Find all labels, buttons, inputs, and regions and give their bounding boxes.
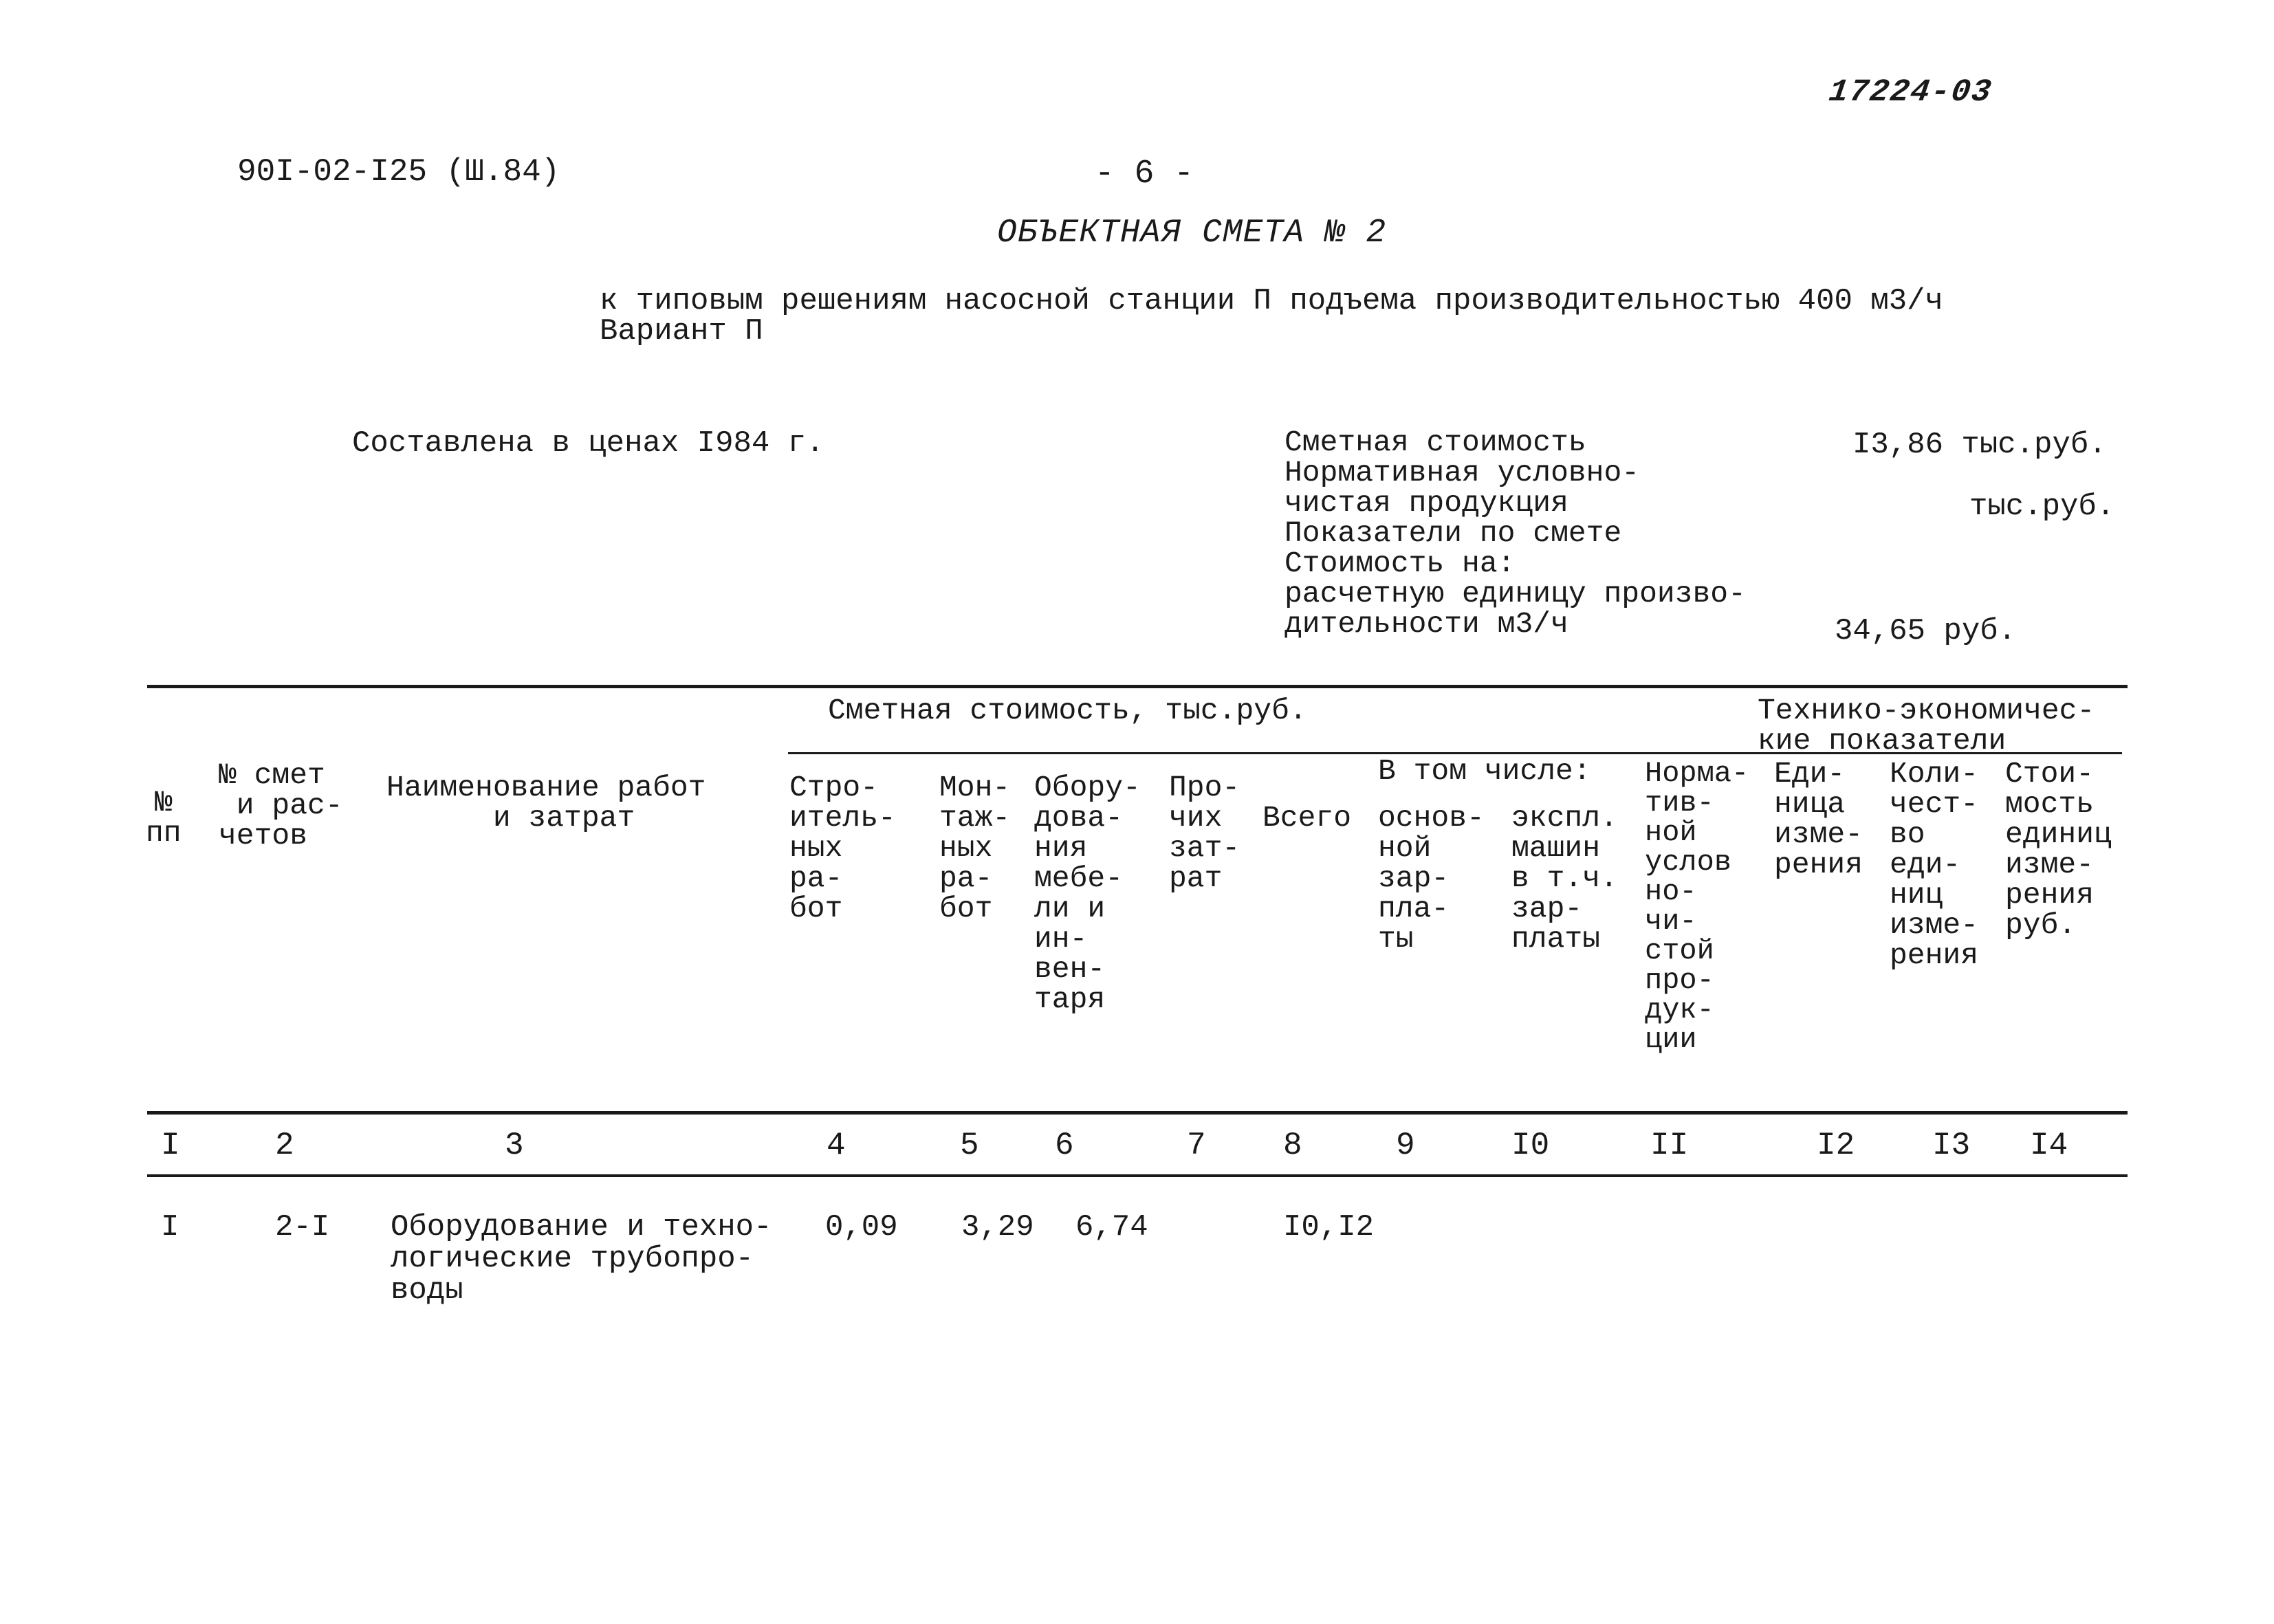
column-number: 2 xyxy=(275,1128,294,1163)
col-header-other: Про- чих зат- рат xyxy=(1169,771,1240,895)
tech-indicators-header: Технико-экономичес- кие показатели xyxy=(1758,694,2095,758)
cost-group-header: Сметная стоимость, тыс.руб. xyxy=(828,694,1307,727)
row-equipment-cost: 6,74 xyxy=(1075,1210,1148,1244)
column-number: 7 xyxy=(1187,1128,1206,1163)
column-number: I4 xyxy=(2030,1128,2068,1163)
indicator-label: Сметная стоимость xyxy=(1284,426,1586,459)
table-top-rule xyxy=(147,685,2128,688)
col-header-unit: Еди- ница изме- рения xyxy=(1774,757,1863,881)
column-number: 5 xyxy=(960,1128,979,1163)
indicator-label: дительности м3/ч xyxy=(1284,607,1568,641)
estimate-title: ОБЪЕКТНАЯ СМЕТА № 2 xyxy=(997,215,1387,252)
estimated-cost-value: I3,86 тыс.руб. xyxy=(1852,428,2107,462)
col-header-equipment: Обору- дова- ния мебе- ли и ин- вен- таря xyxy=(1034,771,1141,1016)
column-number: I xyxy=(161,1128,180,1163)
row-installation-cost: 3,29 xyxy=(961,1210,1034,1244)
col-header-base-salary: основ- ной зар- пла- ты xyxy=(1378,801,1485,956)
col-header-estimate-no: № смет и рас- четов xyxy=(219,758,343,853)
col-header-name: Наименование работ и затрат xyxy=(386,771,706,835)
col-header-quantity: Коли- чест- во еди- ниц изме- рения xyxy=(1890,757,1979,972)
column-numbers-rule xyxy=(147,1174,2128,1177)
indicator-label: расчетную единицу произво- xyxy=(1284,577,1746,611)
indicator-label: Нормативная условно- xyxy=(1284,456,1640,490)
column-number: 4 xyxy=(827,1128,846,1163)
indicators-labels xyxy=(1284,428,1746,639)
col-header-net-product: Норма- тив- ной услов но- чи- стой про- дук- ции xyxy=(1645,757,1749,1056)
col-header-no: № пп xyxy=(146,786,182,850)
document-code: 90I-02-I25 (Ш.84) xyxy=(237,154,560,190)
row-work-name: Оборудование и техно- логические трубопро- воды xyxy=(391,1210,772,1308)
col-header-unit-cost: Стои- мость единиц изме- рения руб. xyxy=(2005,757,2112,942)
column-number: II xyxy=(1650,1128,1689,1163)
row-total-cost: I0,I2 xyxy=(1283,1210,1375,1244)
col-header-machines: экспл. машин в т.ч. зар- платы xyxy=(1511,801,1618,956)
row-number: I xyxy=(161,1210,179,1244)
including-header: В том числе: xyxy=(1378,754,1591,788)
header-bottom-rule xyxy=(147,1111,2128,1115)
column-number: I3 xyxy=(1932,1128,1971,1163)
col-header-installation: Мон- таж- ных ра- бот xyxy=(939,771,1011,925)
column-number: 6 xyxy=(1055,1128,1074,1163)
page-number: - 6 - xyxy=(1095,155,1194,193)
column-number: I0 xyxy=(1511,1128,1550,1163)
col-header-total: Всего xyxy=(1262,801,1352,835)
column-number: 9 xyxy=(1396,1128,1415,1163)
cost-group-rule xyxy=(788,752,1806,754)
row-estimate-number: 2-I xyxy=(275,1210,330,1244)
indicator-label: Показатели по смете xyxy=(1284,516,1622,550)
row-construction-cost: 0,09 xyxy=(825,1210,898,1244)
net-product-value: тыс.руб. xyxy=(1969,490,2115,524)
estimate-subtitle-line1: к типовым решениям насосной станции П подъема производительностью 400 м3/ч xyxy=(600,284,1943,318)
indicator-label: чистая продукция xyxy=(1284,486,1568,520)
estimate-subtitle-line2: Вариант П xyxy=(600,314,763,349)
column-number: 8 xyxy=(1283,1128,1302,1163)
indicator-label: Стоимость на: xyxy=(1284,547,1516,580)
document-number-stamp: 17224-03 xyxy=(1826,74,1995,110)
col-header-construction: Стро- итель- ных ра- бот xyxy=(789,771,896,925)
column-number: I2 xyxy=(1817,1128,1855,1163)
prices-year-note: Составлена в ценах I984 г. xyxy=(352,426,824,461)
unit-cost-value: 34,65 руб. xyxy=(1835,614,2017,648)
column-number: 3 xyxy=(505,1128,524,1163)
